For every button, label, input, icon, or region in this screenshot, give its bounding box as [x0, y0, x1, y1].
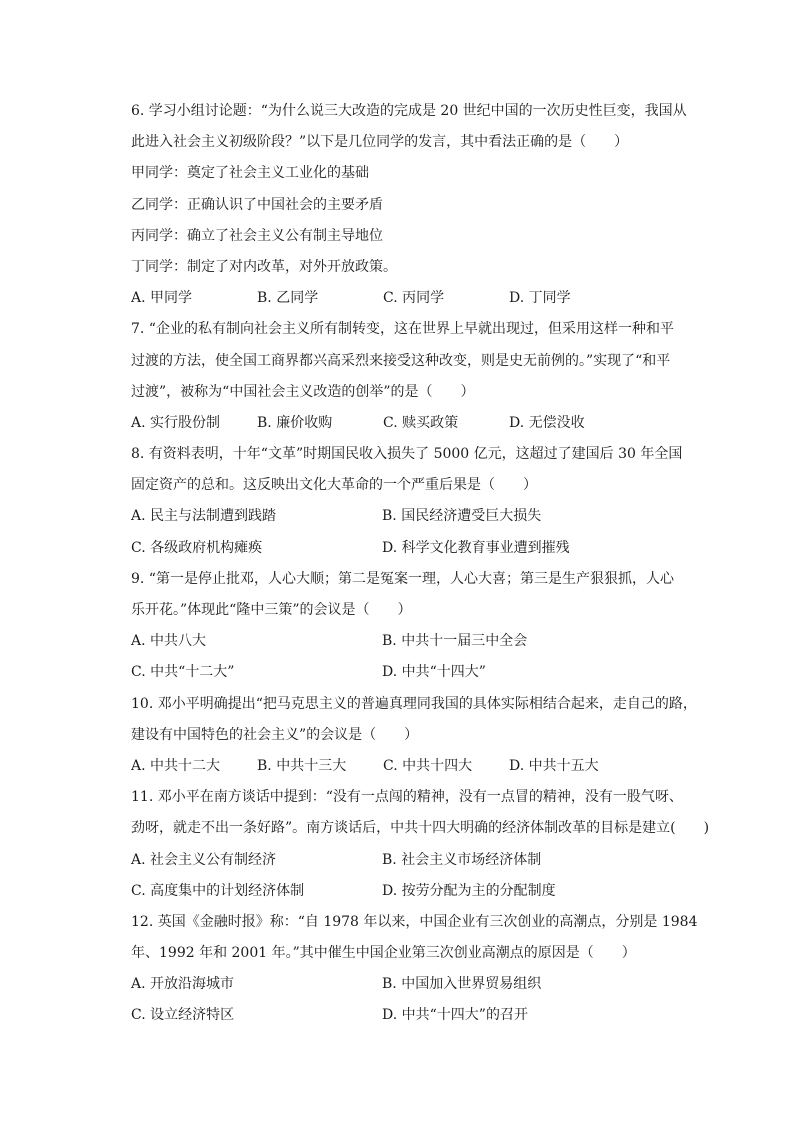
option-c: C. 丙同学 — [383, 290, 445, 307]
question-text: 固定资产的总和。这反映出文化大革命的一个严重后果是（ ） — [131, 477, 537, 494]
option-d: D. 中共十五大 — [509, 757, 599, 774]
option-d: D. 中共“十四大” — [382, 664, 486, 681]
option-d: D. 科学文化教育事业遭到摧残 — [382, 539, 570, 556]
option-c: C. 各级政府机构瘫痪 — [131, 539, 263, 556]
question-text: 丁同学：制定了对内改革，对外开放政策。 — [131, 258, 397, 275]
option-a: A. 民主与法制遭到践踏 — [131, 508, 277, 525]
option-a: A. 中共十二大 — [131, 757, 221, 774]
option-c: C. 设立经济特区 — [131, 1007, 235, 1024]
option-b: B. 廉价收购 — [257, 414, 333, 431]
question-text: 此进入社会主义初级阶段？”以下是几位同学的发言，其中看法正确的是（ ） — [131, 134, 629, 151]
options-row — [131, 751, 711, 782]
option-b: B. 乙同学 — [257, 290, 319, 307]
option-a: A. 社会主义公有制经济 — [131, 851, 277, 868]
options-row — [131, 283, 711, 314]
options-row — [131, 626, 711, 657]
question-text: 过渡”，被称为“中国社会主义改造的创举”的是（ ） — [131, 383, 475, 400]
question-text: 甲同学：奠定了社会主义工业化的基础 — [131, 165, 369, 182]
options-row — [131, 408, 711, 439]
option-c: C. 中共“十二大” — [131, 664, 235, 681]
question-list — [131, 96, 711, 1032]
question-text: 乐开花。”体现此“隆中三策”的会议是（ ） — [131, 602, 412, 618]
option-b: B. 中共十三大 — [257, 757, 347, 774]
question-text: 11. 邓小平在南方谈话中提到：“没有一点闯的精神，没有一点冒的精神，没有一股气呀、 — [131, 789, 683, 806]
question-text: 10. 邓小平明确提出“把马克思主义的普遍真理同我国的具体实际相结合起来，走自己的路， — [131, 695, 697, 712]
question-text: 8. 有资料表明，十年“文革”时期国民收入损失了 5000 亿元，这超过了建国后 30 年全国 — [131, 446, 683, 463]
option-b: B. 中共十一届三中全会 — [382, 633, 528, 650]
options-row — [131, 657, 711, 688]
question-text: 过渡的方法，使全国工商界都兴高采烈来接受这种改变，则是史无前例的。”实现了“和平 — [131, 352, 671, 369]
option-c: C. 赎买政策 — [383, 414, 459, 431]
question-text: 年、1992 年和 2001 年。”其中催生中国企业第三次创业高潮点的原因是（ ） — [131, 945, 636, 962]
option-b: B. 社会主义市场经济体制 — [382, 851, 542, 868]
option-a: A. 甲同学 — [131, 290, 193, 307]
question-9 — [131, 564, 711, 689]
option-b: B. 国民经济遭受巨大损失 — [382, 508, 542, 525]
question-text: 丙同学：确立了社会主义公有制主导地位 — [131, 227, 383, 244]
option-b: B. 中国加入世界贸易组织 — [382, 976, 542, 993]
question-10 — [131, 689, 711, 783]
question-text: 建设有中国特色的社会主义”的会议是（ ） — [131, 726, 419, 743]
question-text: 乙同学：正确认识了中国社会的主要矛盾 — [131, 196, 383, 213]
question-11 — [131, 782, 711, 907]
options-row — [131, 876, 711, 907]
question-text: 7. “企业的私有制向社会主义所有制转变，这在世界上早就出现过，但采用这样一种和平 — [131, 321, 674, 338]
question-text: 劲呀，就走不出一条好路”。南方谈话后，中共十四大明确的经济体制改革的目标是建立( ) — [131, 820, 710, 837]
option-d: D. 无偿没收 — [509, 414, 585, 431]
question-6 — [131, 96, 711, 314]
option-d: D. 中共“十四大”的召开 — [382, 1007, 528, 1024]
option-c: C. 中共十四大 — [383, 757, 473, 774]
question-text: 9. “第一是停止批邓，人心大顺；第二是冤案一理，人心大喜；第三是生产狠狠抓，人心 — [131, 570, 674, 587]
option-a: A. 实行股份制 — [131, 414, 221, 431]
options-row — [131, 1000, 711, 1031]
option-d: D. 按劳分配为主的分配制度 — [382, 882, 556, 899]
option-d: D. 丁同学 — [509, 290, 571, 307]
question-text: 6. 学习小组讨论题：“为什么说三大改造的完成是 20 世纪中国的一次历史性巨变，我国从 — [131, 103, 687, 119]
question-8 — [131, 439, 711, 564]
question-12 — [131, 907, 711, 1032]
options-row — [131, 845, 711, 876]
option-a: A. 开放沿海城市 — [131, 976, 235, 993]
option-c: C. 高度集中的计划经济体制 — [131, 882, 305, 899]
options-row — [131, 533, 711, 564]
option-a: A. 中共八大 — [131, 633, 207, 650]
options-row — [131, 501, 711, 532]
question-7 — [131, 314, 711, 439]
question-text: 12. 英国《金融时报》称：“自 1978 年以来，中国企业有三次创业的高潮点，分别是 1984 — [131, 913, 698, 930]
options-row — [131, 969, 711, 1000]
